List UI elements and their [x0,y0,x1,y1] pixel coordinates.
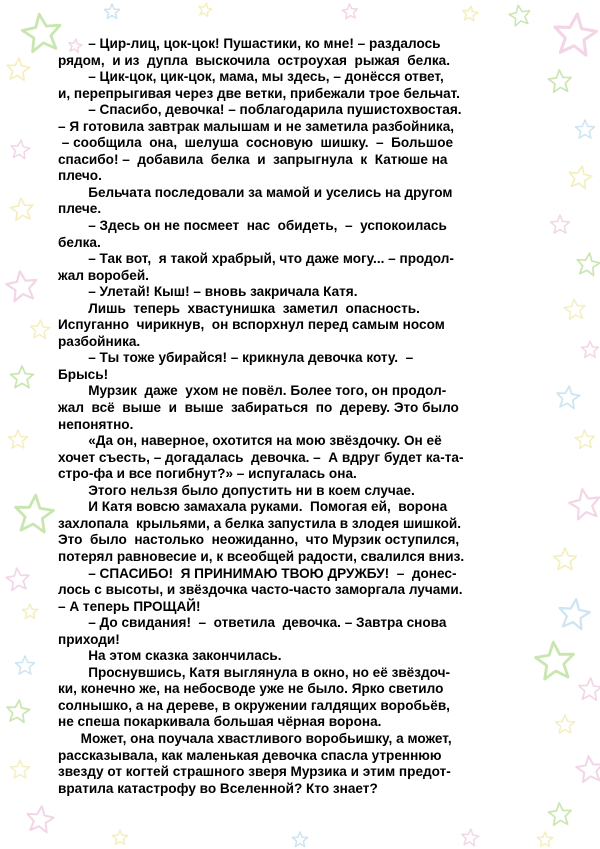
star-icon [10,198,33,220]
star-icon [463,6,478,21]
story-line: Может, она поучала хвастливого воробьишку, а может, [58,730,452,746]
star-icon [342,4,357,19]
story-line: вратила катастрофу во Вселенной? Кто знает? [58,780,378,796]
star-icon [11,140,30,159]
story-text [58,36,546,797]
story-line: На этом сказка закончилась. [58,648,282,664]
star-icon [555,14,597,55]
story-line: солнышко, а на дереве, в окружении галдящих воробьёв, [58,697,450,713]
story-line: Брысь! [58,366,109,382]
star-icon [569,166,592,189]
star-icon [554,548,577,570]
story-line: – СПАСИБО! Я ПРИНИМАЮ ТВОЮ ДРУЖБУ! – донес- [58,565,457,581]
story-line: ки, конечно же, на небосводе уже не было. Ярко светило [58,681,444,697]
story-line: белка. [58,234,101,250]
story-line: И Катя вовсю замахала руками. Помогая ей, ворона [58,499,448,515]
star-icon [564,299,585,319]
story-line: плече. [58,201,102,217]
story-line: Бельчата последовали за мамой и уселись на другом [58,184,453,200]
story-line: разбойника. [58,333,141,349]
star-icon [31,320,50,339]
story-line: Этого нельзя было допустить ни в коем случае. [58,482,415,498]
story-line: Это было настолько неожиданно, что Мурзик оступился, [58,532,460,548]
star-icon [104,4,119,19]
story-line: захлопала крыльями, а белка запустила в злодея шишкой. [58,515,462,531]
star-icon [27,806,53,832]
star-icon [579,678,600,700]
story-line: – Улетай! Кыш! – вновь закричала Катя. [58,284,358,300]
story-line: жал всё выше и выше забираться по дереву. Это было [58,400,459,416]
story-line: Проснувшись, Катя выглянула в окно, но её звёздоч- [58,664,451,680]
story-line: потерял равновесие и, к всеобщей радости, свалился вниз. [58,548,465,564]
story-line: лось с высоты, и звёздочка часто-часто заморгала лучами. [58,582,463,598]
story-line: хочет съесть, – догадалась девочка. – А вдруг будет ка-та- [58,449,464,465]
story-line: плечо. [58,168,102,184]
story-line: – Цик-цок, цик-цок, мама, мы здесь, – донёсся ответ, [58,69,444,85]
star-icon [199,3,212,16]
star-icon [575,430,594,449]
story-line: жал воробей. [58,267,149,283]
star-icon [509,5,530,26]
star-icon [557,386,580,408]
star-icon [6,271,36,301]
star-icon [9,430,28,448]
star-icon [576,120,595,138]
story-line: – Здесь он не посмеет нас обидеть, – успокоилась [58,218,447,234]
story-line: Лишь теперь хвастунишка заметил опасность. [58,300,420,316]
star-icon [569,489,599,519]
star-icon [7,700,30,722]
star-icon [556,715,575,733]
star-icon [7,58,30,80]
star-icon [16,656,35,674]
story-line: – Ты тоже убирайся! – крикнула девочка коту. – [58,350,414,366]
star-icon [548,803,571,825]
story-line: – Я готовила завтрак малышам и не заметила разбойника, [58,118,455,134]
star-icon [16,495,54,532]
star-icon [292,832,307,847]
story-line: – А теперь ПРОЩАЙ! [58,598,201,614]
story-line: и, перепрыгивая через две ветки, прибежали трое бельчат. [58,85,460,101]
star-icon [548,70,571,92]
story-line: – Спасибо, девочка! – поблагодарила пушистохвостая. [58,102,462,118]
star-icon [577,253,600,276]
story-line: Испуганно чирикнув, он вспорхнул перед самым носом [58,317,445,333]
story-line: – До свидания! – ответила девочка. – Завтра снова [58,615,447,631]
story-line: не спеша покаркивала большая чёрная ворона. [58,714,382,730]
star-icon [11,760,30,778]
story-line: рядом, и из дупла выскочила остроухая рыжая белка. [58,52,451,68]
story-line: стро-фа и все погибнут?» – испугалась она. [58,466,357,482]
star-icon [581,341,598,357]
story-line: – Цир-лиц, цок-цок! Пушастики, ко мне! – раздалось [58,36,441,51]
star-icon [11,366,34,388]
star-icon [22,14,60,52]
story-line: приходи! [58,631,120,647]
star-icon [462,829,479,846]
star-icon [576,756,600,782]
star-icon [6,568,29,590]
star-icon [560,599,590,629]
star-icon [551,215,570,233]
star-icon [112,830,127,845]
story-line: рассказывала, как маленькая девочка спасла утреннюю [58,747,442,763]
story-line: «Да он, наверное, охотится на мою звёздочку. Он её [58,433,442,449]
star-icon [537,832,552,847]
story-line: непонятно. [58,416,134,432]
story-line: Мурзик даже ухом не повёл. Более того, он продол- [58,383,447,399]
story-line: спасибо! – добавила белка и запрыгнула к Катюше на [58,151,448,167]
star-icon [22,604,37,619]
story-line: – Так вот, я такой храбрый, что даже могу... – продол- [58,251,454,267]
story-line: – сообщила она, шелуша сосновую шишку. – Большое [58,135,454,151]
story-line: звезду от когтей страшного зверя Мурзика и этим предот- [58,764,451,780]
